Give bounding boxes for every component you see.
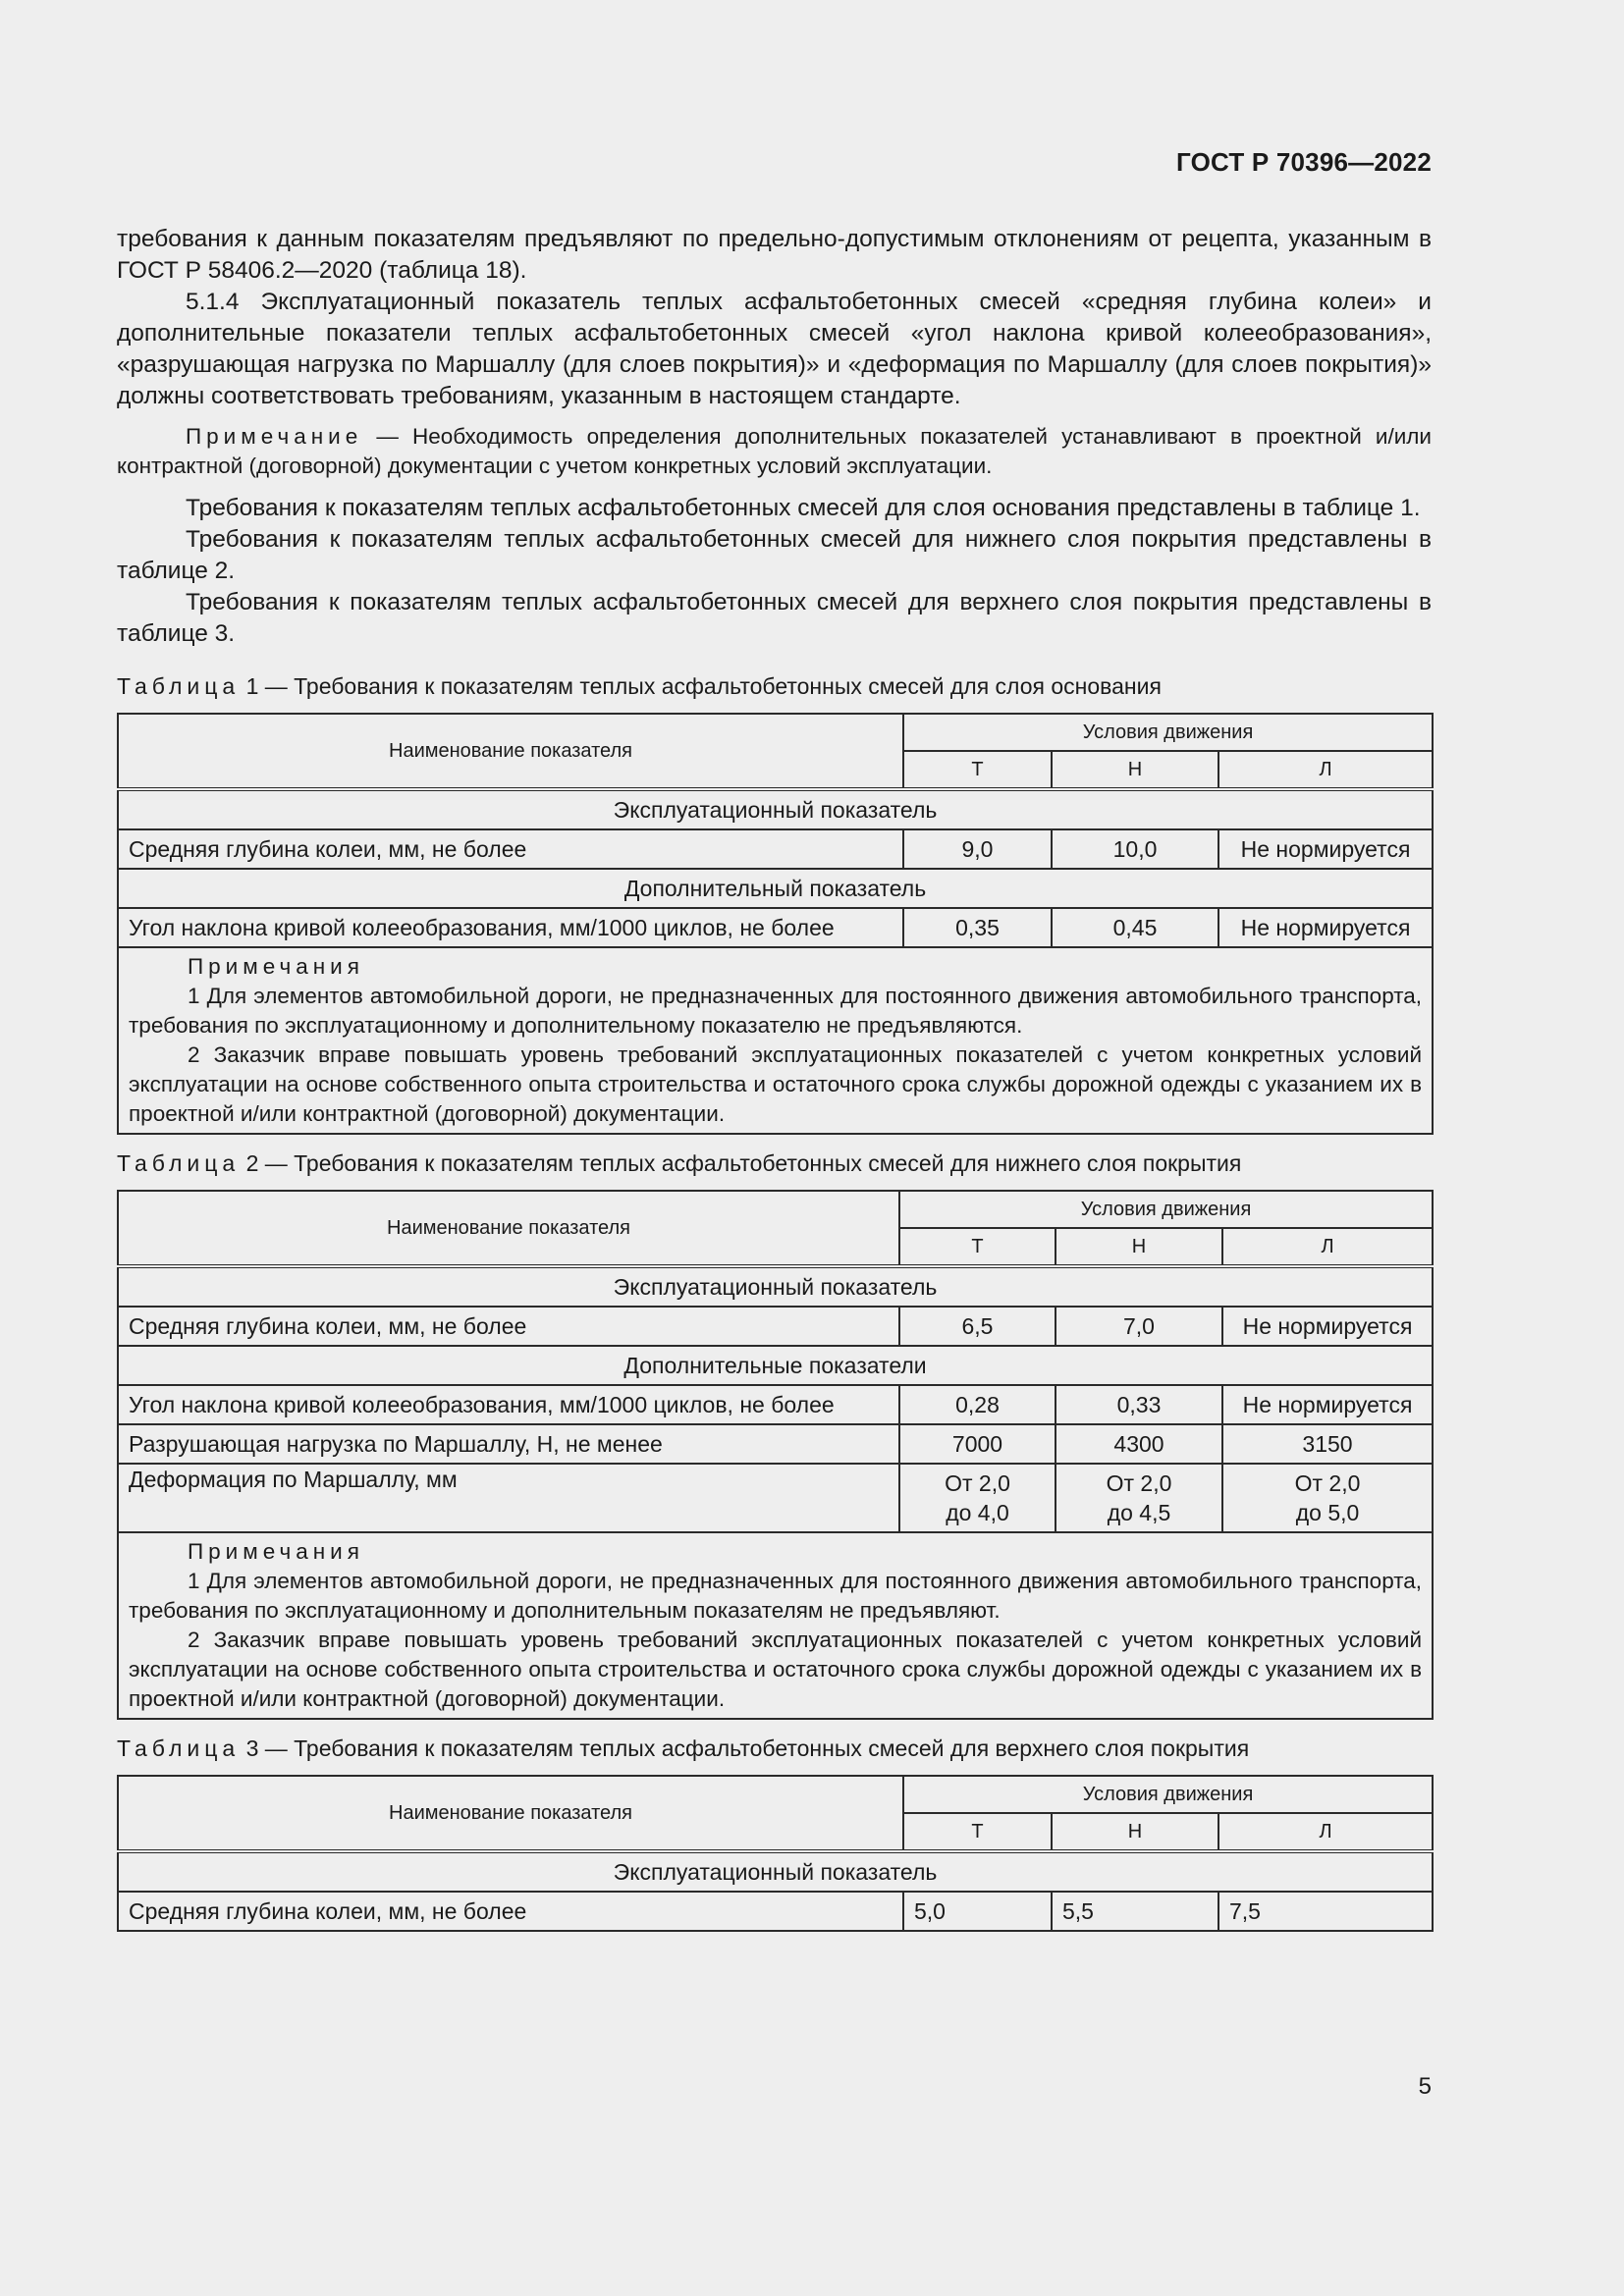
paragraph-table3-ref: Требования к показателям теплых асфальтобетонных смесей для верхнего слоя покрытия представлены в таблице 3. <box>117 589 1432 647</box>
table2-deform-l <box>1222 1464 1433 1532</box>
page-number: 5 <box>1418 2073 1432 2100</box>
paragraph-5-1-4: 5.1.4 Эксплуатационный показатель теплых асфальтобетонных смесей «средняя глубина колеи» и дополнительные показатели теплых асфальтобетонных смесей «угол наклона кривой колееобразования», «разрушающая нагрузка по Маршаллу (для слоев покрытия)» и «деформация по Маршаллу (для слоев покрытия)» должны соответствовать требованиям, указанным в настоящем стандарте. <box>117 289 1432 409</box>
table-row <box>118 829 1433 869</box>
table1-caption-label: Таблица <box>117 673 241 699</box>
table1-section-additional: Дополнительный показатель <box>118 869 1433 908</box>
note-paragraph <box>117 422 1432 481</box>
table2-r3-t: 7000 <box>899 1424 1056 1464</box>
table2-deform-n-to: до 4,5 <box>1107 1500 1171 1525</box>
table3-header-t: Т <box>903 1813 1052 1851</box>
table-row <box>118 1307 1433 1346</box>
table-row <box>118 1892 1433 1931</box>
table3-header-name: Наименование показателя <box>118 1776 903 1851</box>
table3-caption <box>117 1734 1432 1763</box>
table2-r2-n: 0,33 <box>1056 1385 1222 1424</box>
table2-header-t: Т <box>899 1228 1056 1266</box>
table2-r3-n: 4300 <box>1056 1424 1222 1464</box>
document-body <box>117 224 1432 1932</box>
table3-r1-name: Средняя глубина колеи, мм, не более <box>118 1892 903 1931</box>
table2-deform-name: Деформация по Маршаллу, мм <box>118 1464 899 1532</box>
table-row <box>118 908 1433 947</box>
table2-deform-t-from: От 2,0 <box>945 1470 1010 1496</box>
table2-r1-t: 6,5 <box>899 1307 1056 1346</box>
document-code: ГОСТ Р 70396—2022 <box>1176 147 1432 177</box>
table2-note-2: 2 Заказчик вправе повышать уровень требований эксплуатационных показателей с учетом конкретных условий эксплуатации на основе собственного опыта строительства и остаточного срока службы дорожной одежды с указанием их в проектной и/или контрактной (договорной) документации. <box>129 1628 1423 1711</box>
table3-section-operational: Эксплуатационный показатель <box>118 1851 1433 1892</box>
table2-note-1: 1 Для элементов автомобильной дороги, не предназначенных для постоянного движения автомобильного транспорта, требования по эксплуатационному и дополнительным показателям не предъявляют. <box>129 1569 1423 1623</box>
paragraph-table1-ref: Требования к показателям теплых асфальтобетонных смесей для слоя основания представлены в таблице 1. <box>186 495 1421 521</box>
table1-note-2: 2 Заказчик вправе повышать уровень требований эксплуатационных показателей с учетом конкретных условий эксплуатации на основе собственного опыта строительства и остаточного срока службы дорожной одежды с указанием их в проектной и/или контрактной (договорной) документации. <box>129 1042 1423 1126</box>
table1-header-conditions: Условия движения <box>903 714 1433 751</box>
table1-header-l: Л <box>1218 751 1433 789</box>
table1-r1-t: 9,0 <box>903 829 1052 869</box>
table3-header-l: Л <box>1218 1813 1433 1851</box>
table2-deform-t <box>899 1464 1056 1532</box>
table2-deform-t-to: до 4,0 <box>946 1500 1009 1525</box>
table2-section-operational: Эксплуатационный показатель <box>118 1266 1433 1307</box>
table2-caption-label: Таблица <box>117 1150 241 1176</box>
table1-note-1: 1 Для элементов автомобильной дороги, не предназначенных для постоянного движения автомобильного транспорта, требования по эксплуатационному и дополнительному показателю не предъявляются. <box>129 984 1423 1038</box>
table3-caption-label: Таблица <box>117 1735 241 1761</box>
table1-section-operational: Эксплуатационный показатель <box>118 789 1433 829</box>
table2-r1-name: Средняя глубина колеи, мм, не более <box>118 1307 899 1346</box>
table2-r2-name: Угол наклона кривой колееобразования, мм/1000 циклов, не более <box>118 1385 899 1424</box>
table3-caption-text: 3 — Требования к показателям теплых асфальтобетонных смесей для верхнего слоя покрытия <box>240 1735 1250 1761</box>
table2-r2-l: Не нормируется <box>1222 1385 1433 1424</box>
table2-section-additional: Дополнительные показатели <box>118 1346 1433 1385</box>
table2-header-l: Л <box>1222 1228 1433 1266</box>
table3-r1-t: 5,0 <box>903 1892 1052 1931</box>
table2-r2-t: 0,28 <box>899 1385 1056 1424</box>
table1 <box>117 713 1434 1135</box>
table2-header-conditions: Условия движения <box>899 1191 1433 1228</box>
table2-deform-n-from: От 2,0 <box>1106 1470 1172 1496</box>
table3-r1-l: 7,5 <box>1218 1892 1433 1931</box>
table2-notes-label: Примечания <box>188 1539 364 1564</box>
table2 <box>117 1190 1434 1720</box>
table1-r1-l: Не нормируется <box>1218 829 1433 869</box>
table1-caption <box>117 671 1432 701</box>
table2-caption-text: 2 — Требования к показателям теплых асфальтобетонных смесей для нижнего слоя покрытия <box>240 1150 1242 1176</box>
table2-r1-l: Не нормируется <box>1222 1307 1433 1346</box>
note-label: Примечание <box>186 424 363 449</box>
table1-r1-n: 10,0 <box>1052 829 1218 869</box>
note-text: — Необходимость определения дополнительных показателей устанавливают в проектной и/или контрактной (договорной) документации с учетом конкретных условий эксплуатации. <box>117 424 1432 478</box>
table-row <box>118 1424 1433 1464</box>
table1-r2-n: 0,45 <box>1052 908 1218 947</box>
table1-r2-t: 0,35 <box>903 908 1052 947</box>
table2-notes <box>118 1532 1433 1719</box>
table2-header-n: Н <box>1056 1228 1222 1266</box>
table1-notes <box>118 947 1433 1134</box>
table1-header-name: Наименование показателя <box>118 714 903 789</box>
table-row <box>118 1385 1433 1424</box>
table1-r1-name: Средняя глубина колеи, мм, не более <box>118 829 903 869</box>
table2-r1-n: 7,0 <box>1056 1307 1222 1346</box>
table-row <box>118 1464 1433 1532</box>
table2-header-name: Наименование показателя <box>118 1191 899 1266</box>
table2-caption <box>117 1148 1432 1178</box>
table1-r2-name: Угол наклона кривой колееобразования, мм/1000 циклов, не более <box>118 908 903 947</box>
table1-notes-label: Примечания <box>188 954 364 979</box>
table2-r3-l: 3150 <box>1222 1424 1433 1464</box>
table2-deform-n <box>1056 1464 1222 1532</box>
paragraph-table2-ref: Требования к показателям теплых асфальтобетонных смесей для нижнего слоя покрытия представлены в таблице 2. <box>117 526 1432 584</box>
table3 <box>117 1775 1434 1932</box>
table2-deform-l-to: до 5,0 <box>1295 1500 1360 1525</box>
table1-r2-l: Не нормируется <box>1218 908 1433 947</box>
paragraph-continuation: требования к данным показателям предъявляют по предельно-допустимым отклонениям от рецепта, указанным в ГОСТ Р 58406.2—2020 (таблица 18). <box>117 226 1432 284</box>
table2-r3-name: Разрушающая нагрузка по Маршаллу, Н, не менее <box>118 1424 899 1464</box>
table3-header-n: Н <box>1052 1813 1218 1851</box>
table1-header-t: Т <box>903 751 1052 789</box>
table1-caption-text: 1 — Требования к показателям теплых асфальтобетонных смесей для слоя основания <box>240 673 1162 699</box>
table1-header-n: Н <box>1052 751 1218 789</box>
table2-deform-l-from: От 2,0 <box>1294 1470 1361 1496</box>
table3-r1-n: 5,5 <box>1052 1892 1218 1931</box>
table3-header-conditions: Условия движения <box>903 1776 1433 1813</box>
